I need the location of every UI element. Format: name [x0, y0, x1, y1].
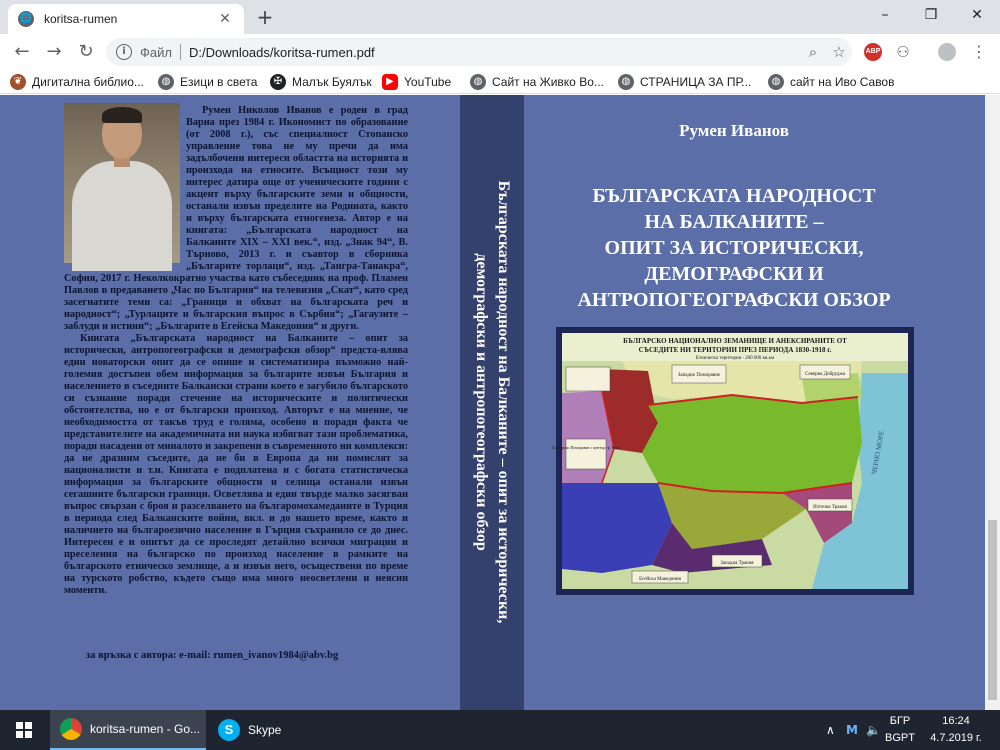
- bio-paragraph-2: Книгата „Българската народност на Балканите – опит за исторически, антропогеографски и демографски обзор“ предста-влява един новаторски опит да се опише и систематизира възможно най-големия достъпен обем информация за българите извън България и населението в съседните Балкански страни което е загубило българското си съзнание поради стечение на историческите и политически обстоятелства, но е от български произход. Авторът е на мнение, че необходимостта от такъв труд е голяма, особено и поради факта че представителите на академичната ни наука избягват тази проблематика, поради насадени от миналото и закрепени в съвременното ни комплекси: да не дразним съседите, да не би в Европа да ни помислят за националисти и т.н. Книгата е подплатена и с богата статистическа информация за българските общности и селища останали извън сегашните български граници. Осветлява и един твърде малко засягван въпрос свързан с броя и разселването на българомохамеданите в Турция в периода след Балканските войни, вкл. и до нашето време, както и наличието на българоезично население в Гърция съхранило се до днес. Интересен е и опитът да се проследят детайлно всички миграции и преселения на българско по произход население в рамките на българското етническо землище, а и извън него, осъществени по време на турското робство, където също има много неосветлени и неясни моменти.: [64, 333, 408, 596]
- globe-icon: ◍: [470, 74, 486, 90]
- tray-chevron-icon[interactable]: ∧: [826, 723, 835, 737]
- cover-title-line: НА БАЛКАНИТЕ –: [644, 211, 824, 233]
- spine-title: [470, 102, 514, 702]
- taskbar: [0, 710, 1000, 750]
- taskbar-item-skype[interactable]: S Skype: [208, 710, 318, 750]
- bookmark-item[interactable]: ✠ Малък Буялък: [270, 74, 382, 90]
- map-subtitle: Етническа територия - 200 000 кв.км: [695, 356, 775, 361]
- cover-author: Румен Иванов: [679, 121, 789, 140]
- cover-title-line: ДЕМОГРАФСКИ И: [644, 263, 824, 285]
- bookmark-item[interactable]: ◍ сайт на Иво Савов: [768, 74, 908, 90]
- spine-title-line-2: демографски и антропогеографски обзор: [473, 253, 490, 551]
- bookmark-item[interactable]: ◍ Езици в света: [158, 74, 270, 90]
- globe-icon: ◍: [768, 74, 784, 90]
- zoom-icon[interactable]: ⌕: [808, 43, 818, 61]
- pdf-page: [0, 95, 985, 710]
- bookmark-item[interactable]: ▶ YouTube: [382, 74, 470, 90]
- pdf-viewer[interactable]: [0, 95, 1000, 710]
- bookmark-item[interactable]: ◍ Сайт на Живко Во...: [470, 74, 618, 90]
- cover-map-frame: [552, 327, 914, 595]
- browser-toolbar: [0, 34, 1000, 70]
- bookmark-item[interactable]: ❦ Дигитална библио...: [10, 74, 158, 90]
- globe-icon: ◍: [158, 74, 174, 90]
- forward-button[interactable]: →: [46, 41, 62, 62]
- bio-paragraph-1: Румен Николов Иванов е роден в град Варна през 1984 г. Икономист по образование (от 2008 г.), със специалност Стопанско управление това не му пречи да има задълбочени интереси областта на историята и произхода на етносите. Всъщност този му интерес датира още от ученическите години с акцент върху българските земи и общности, останали извън пределите на Родината, както и върху българската етногенеза. Автор е на книгата: „Българската народност на Балканите XIX – XXI век.“, изд. „Знак 94“, В. Търново, 2013 г. и съавтор в сборника „Българите торлаци“, изд. „Тангра-Танакра“, София, 2017 г. Неколкократно участва като събеседник на проф. Пламен Павлов в предаването „Час по България“ на телевизия „Скат“, като сред засегнатите теми са: „Граници и обхват на българската реч и народност“; „Турлаците и българския въпрос в Сърбия“; „Гагаузите – заблуди и истини“; „Българите в Егейска Македония“ и други.: [64, 105, 408, 332]
- map-label-black-sea: ЧЕРНО МОРЕ: [870, 430, 886, 476]
- map-label-aegean-macedonia: Егейска Македония: [639, 577, 681, 582]
- bookmark-item[interactable]: ◍ СТРАНИЦА ЗА ПР...: [618, 74, 768, 90]
- address-scheme-label: Файл: [140, 44, 172, 60]
- address-url[interactable]: D:/Downloads/koritsa-rumen.pdf: [188, 44, 375, 60]
- author-contact: за връзка с автора: e-mail: rumen_ivanov1984@abv.bg: [86, 650, 339, 661]
- skype-icon: S: [218, 719, 240, 741]
- map-label-western-thrace: Западна Тракия: [720, 561, 754, 566]
- language-indicator[interactable]: БГР BGPT: [885, 715, 915, 744]
- close-window-button[interactable]: ✕: [971, 7, 983, 23]
- cover-title-line: АНТРОПОГЕОГРАФСКИ ОБЗОР: [577, 289, 891, 311]
- bookmark-icon: ❦: [10, 74, 26, 90]
- speaker-icon[interactable]: 🔈: [866, 723, 881, 737]
- cover-title-line: ОПИТ ЗА ИСТОРИЧЕСКИ,: [604, 237, 864, 259]
- tray-app-icon[interactable]: M: [846, 723, 858, 737]
- start-button[interactable]: [0, 710, 48, 750]
- spine-title-line-1: Българската народност на Балканите – опит за исторически,: [495, 180, 512, 624]
- restore-button[interactable]: ❐: [924, 7, 938, 23]
- tab-close-icon[interactable]: ✕: [219, 11, 231, 27]
- windows-icon: [16, 722, 32, 738]
- reload-button[interactable]: ↻: [78, 41, 94, 62]
- globe-icon: 🌐: [18, 11, 34, 27]
- tab-title: koritsa-rumen: [44, 12, 118, 26]
- map-title-1: БЪЛГАРСКО НАЦИОНАЛНО ЗЕМАНИЩЕ И АНЕКСИРАНИТЕ ОТ: [623, 337, 847, 345]
- address-separator: [180, 44, 181, 60]
- clock-date: 4.7.2019 г.: [930, 732, 982, 744]
- map-label-northern-dobrudzha: Северна Добруджа: [804, 372, 846, 377]
- adblock-icon[interactable]: ABP: [864, 43, 882, 61]
- menu-kebab-icon[interactable]: ⋮: [971, 42, 987, 61]
- taskbar-clock[interactable]: [920, 713, 992, 747]
- map-title-2: СЪСЕДИТЕ НИ ТЕРИТОРИИ ПРЕЗ ПЕРИОДА 1830-1918 г.: [638, 346, 832, 354]
- browser-tab[interactable]: [8, 4, 244, 34]
- author-bio: [64, 105, 408, 597]
- scrollbar-thumb[interactable]: [988, 520, 997, 700]
- clock-time: 16:24: [942, 715, 970, 727]
- address-bar[interactable]: [106, 38, 852, 66]
- chrome-icon: [60, 718, 82, 740]
- info-icon[interactable]: i: [116, 44, 132, 60]
- cover-title: [524, 183, 944, 313]
- new-tab-button[interactable]: +: [256, 5, 274, 29]
- map-label-west-pomoravie: Западно Поморавие: [677, 373, 721, 378]
- pdf-scrollbar[interactable]: [985, 95, 1000, 710]
- bookmark-star-icon[interactable]: ☆: [832, 43, 846, 61]
- tab-strip: [0, 0, 1000, 34]
- youtube-icon: ▶: [382, 74, 398, 90]
- map-label-eastern-thrace: Източна Тракия: [813, 505, 847, 510]
- ethnic-map: [552, 333, 908, 589]
- globe-icon: ◍: [618, 74, 634, 90]
- profile-avatar-icon[interactable]: [938, 43, 956, 61]
- taskbar-item-chrome[interactable]: koritsa-rumen - Go...: [50, 710, 206, 750]
- cross-icon: ✠: [270, 74, 286, 90]
- extension-icon[interactable]: ⚇: [896, 43, 910, 61]
- bookmarks-bar: [0, 70, 1000, 94]
- cover-title-line: БЪЛГАРСКАТА НАРОДНОСТ: [592, 185, 876, 207]
- minimize-button[interactable]: –: [881, 7, 889, 23]
- map-label-pomoravie: Българско Поморавие с център гр. Ниш: [552, 445, 620, 450]
- back-button[interactable]: ←: [14, 41, 30, 62]
